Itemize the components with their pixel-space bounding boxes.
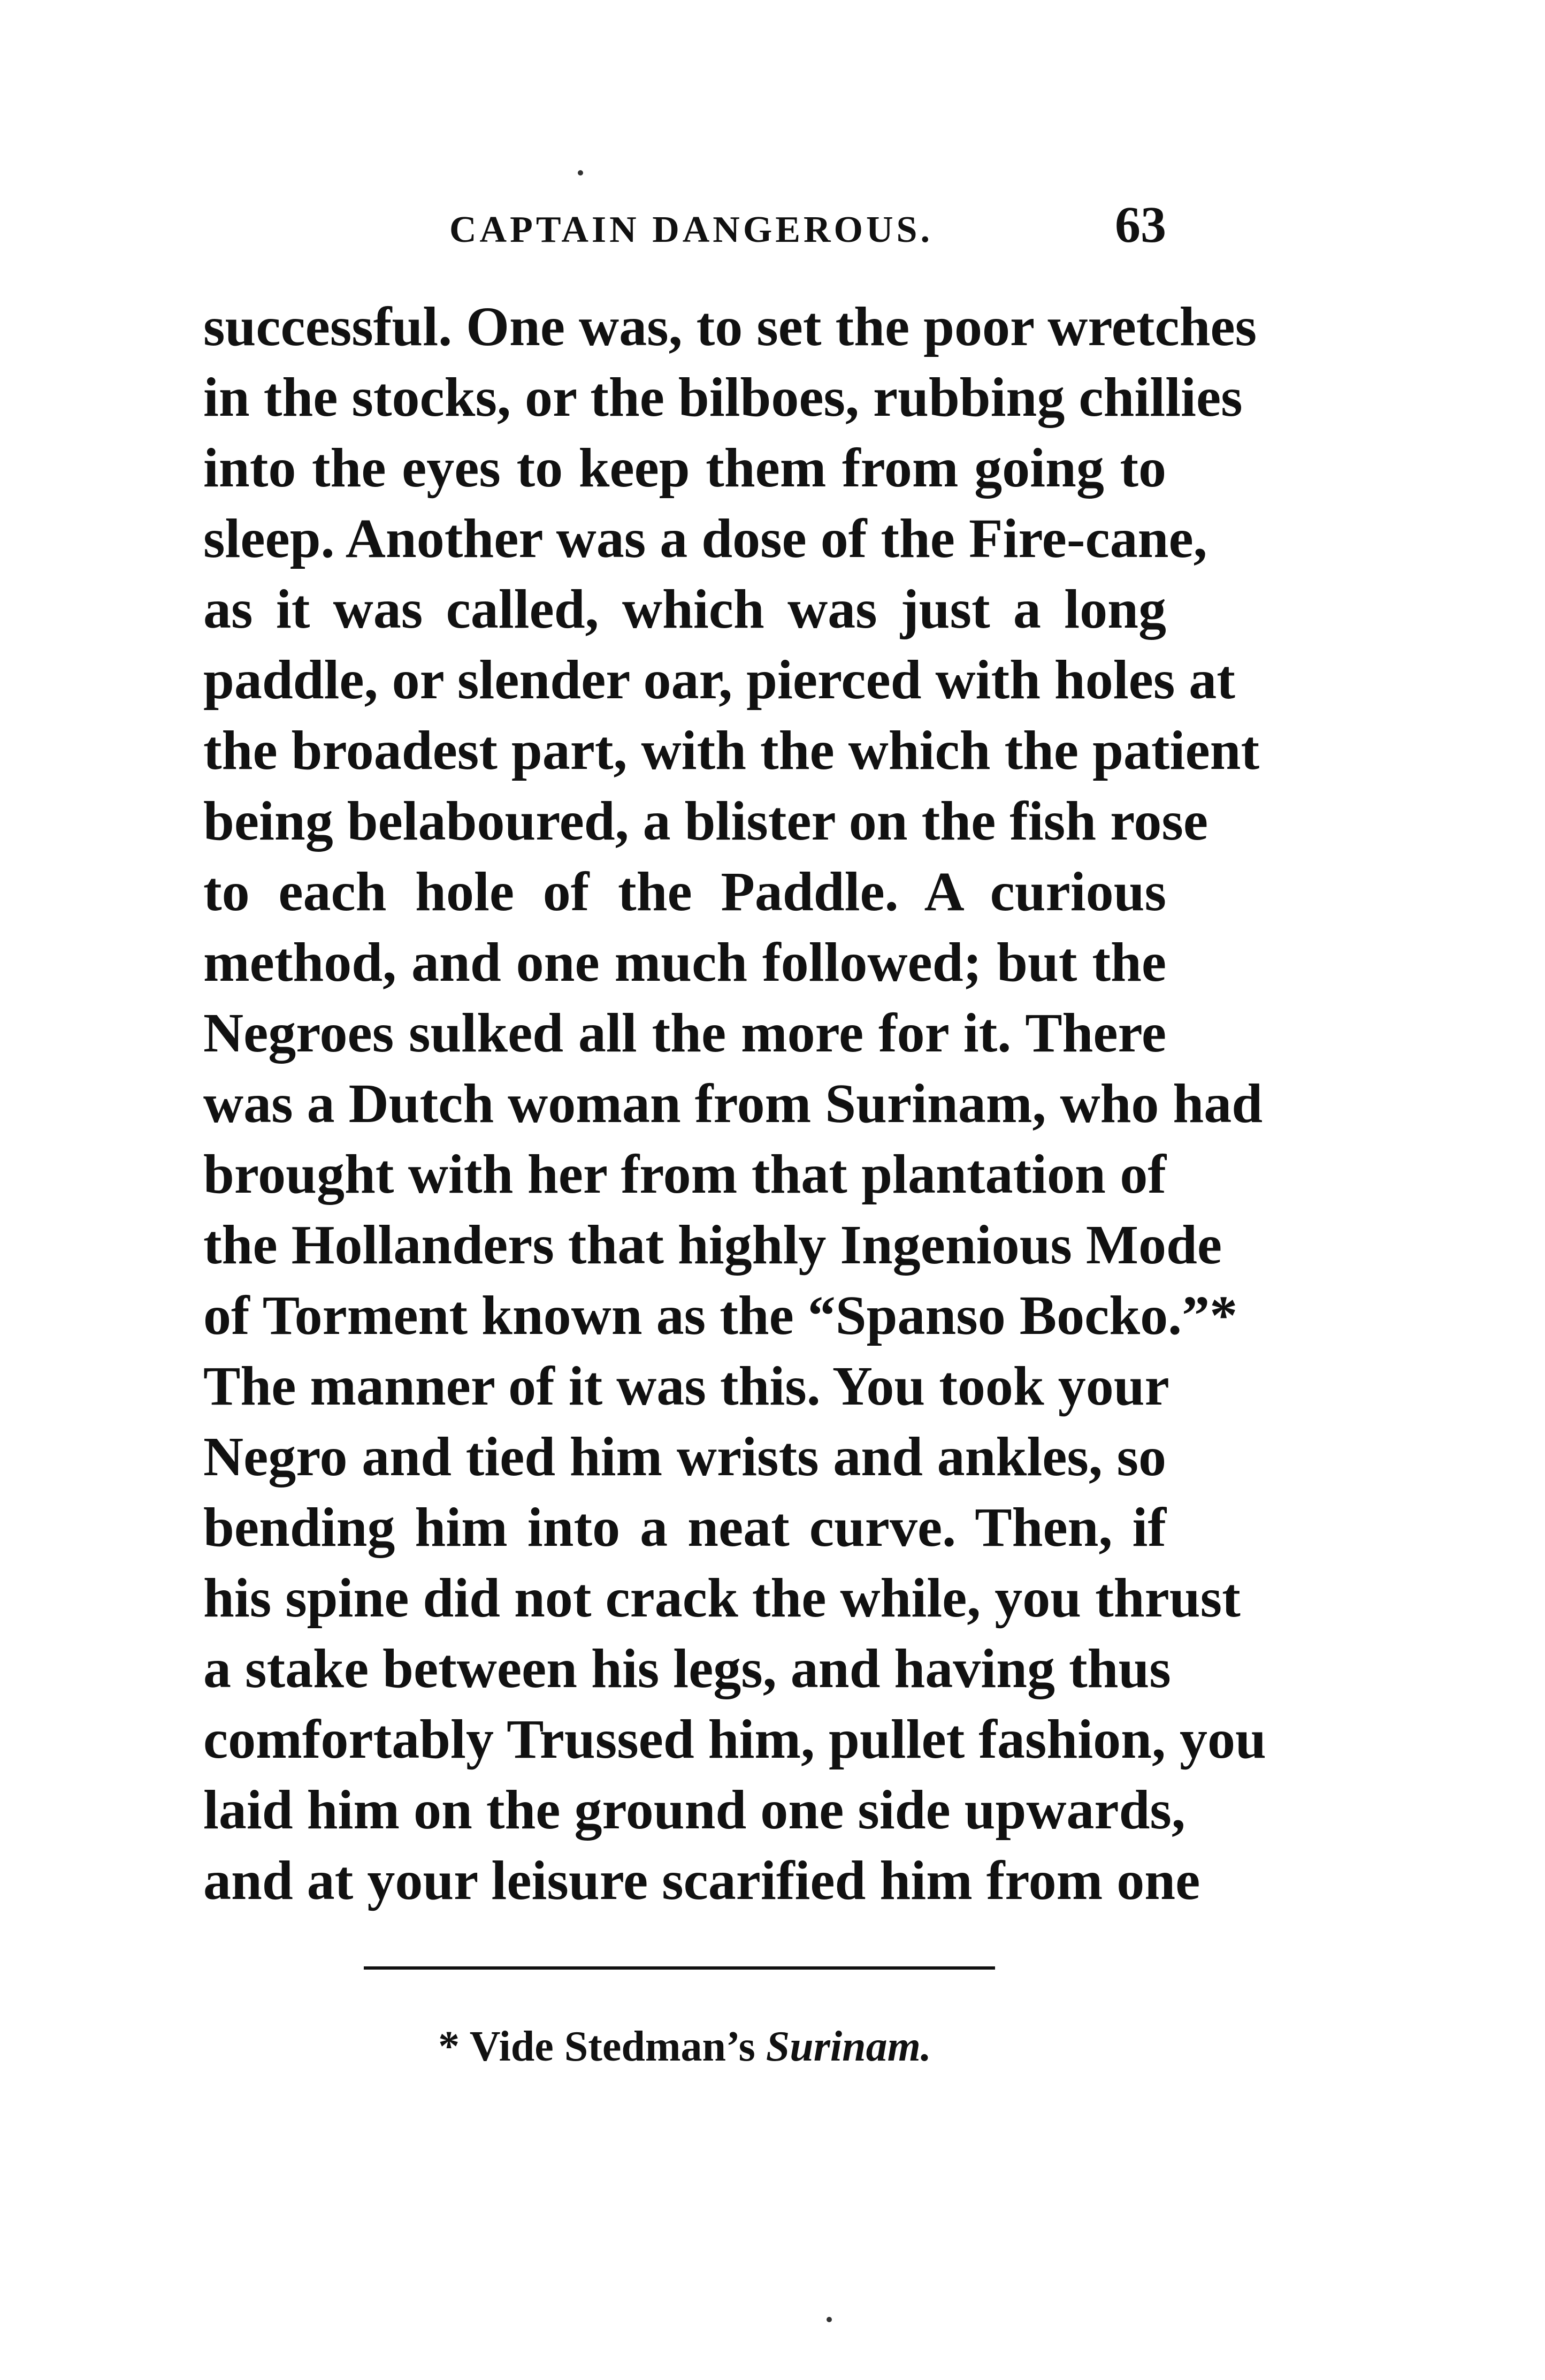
text-line: and at your leisure scarified him from one bbox=[203, 1850, 1200, 1911]
text-line: of Torment known as the “Spanso Bocko.”* bbox=[203, 1285, 1238, 1346]
text-line: the broadest part, with the which the patient bbox=[203, 720, 1260, 781]
text-line: The manner of it was this. You took your bbox=[203, 1355, 1169, 1417]
text-line: as it was called, which was just a long bbox=[203, 578, 1166, 640]
text-line: Negroes sulked all the more for it. There bbox=[203, 1002, 1166, 1064]
page-number: 63 bbox=[1115, 196, 1166, 253]
text-line: to each hole of the Paddle. A curious bbox=[203, 861, 1166, 922]
text-line: the Hollanders that highly Ingenious Mode bbox=[203, 1214, 1222, 1276]
text-line: method, and one much followed; but the bbox=[203, 932, 1166, 993]
text-line: was a Dutch woman from Surinam, who had bbox=[203, 1073, 1263, 1134]
running-head bbox=[203, 193, 1166, 257]
running-title: CAPTAIN DANGEROUS. bbox=[449, 209, 933, 250]
text-line: a stake between his legs, and having thus bbox=[203, 1638, 1171, 1699]
body-text bbox=[203, 292, 1266, 1916]
text-line: his spine did not crack the while, you thrust bbox=[203, 1567, 1241, 1629]
text-line: paddle, or slender oar, pierced with holes at bbox=[203, 649, 1235, 711]
text-line: in the stocks, or the bilboes, rubbing chillies bbox=[203, 367, 1243, 428]
footnote bbox=[203, 2017, 1166, 2076]
footnote-marker: * bbox=[438, 2023, 460, 2070]
text-line: laid him on the ground one side upwards, bbox=[203, 1779, 1185, 1841]
footnote-book-title: Surinam. bbox=[766, 2023, 931, 2070]
footnote-text: Vide Stedman’s bbox=[469, 2023, 755, 2070]
text-line: into the eyes to keep them from going to bbox=[203, 437, 1166, 499]
text-line: being belaboured, a blister on the fish rose bbox=[203, 790, 1208, 852]
ink-speck bbox=[578, 170, 583, 176]
ink-speck bbox=[827, 2317, 832, 2322]
text-line: sleep. Another was a dose of the Fire-cane, bbox=[203, 508, 1207, 569]
text-line: Negro and tied him wrists and ankles, so bbox=[203, 1426, 1166, 1488]
text-line: brought with her from that plantation of bbox=[203, 1143, 1166, 1205]
footnote-rule bbox=[364, 1966, 995, 1970]
text-line: bending him into a neat curve. Then, if bbox=[203, 1497, 1166, 1558]
text-line: comfortably Trussed him, pullet fashion, you bbox=[203, 1708, 1266, 1770]
text-line: successful. One was, to set the poor wretches bbox=[203, 296, 1257, 357]
